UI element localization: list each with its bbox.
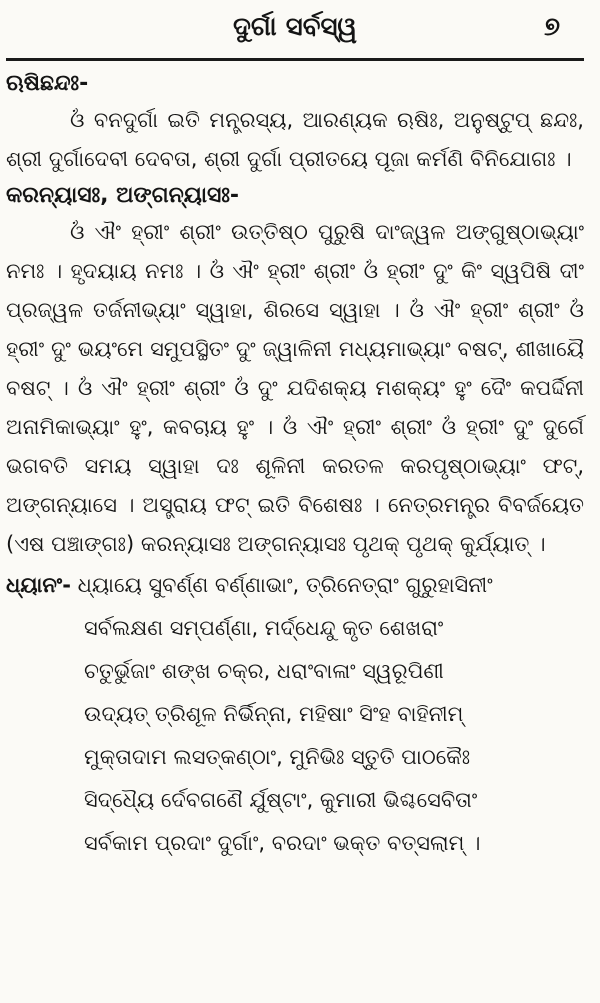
dhyana-line: ଚତୁର୍ଭୁଜାଂ ଶଙ୍ଖ ଚକ୍ର, ଧରାଂବାଳାଂ ସ୍ୱରୂପିଣୀ	[84, 659, 444, 683]
dhyana-verse	[6, 564, 584, 865]
rishi-text: ଓଁ ବନଦୁର୍ଗା ଇତି ମନ୍ତ୍ରସ୍ୟ, ଆରଣ୍ୟକ ଋଷିଃ, ଅନୁଷ୍ଟୁପ୍ ଛନ୍ଦଃ, ଶ୍ରୀ ଦୁର୍ଗାଦେବୀ ଦେବତା, ଶ୍ରୀ ଦୁର୍ଗା ପ୍ରୀତୟେ ପୂଜା କର୍ମଣି ବିନିଯୋଗଃ ।	[6, 108, 584, 171]
dhyana-line: ଉଦ୍ୟତ୍ ତ୍ରିଶୂଳ ନିର୍ଭିନ୍ନା, ମହିଷାଂ ସିଂହ ବାହିନୀମ୍	[84, 702, 464, 726]
dhyana-line-text: ଧ୍ୟାୟେ ସୁବର୍ଣ୍ଣ ବର୍ଣ୍ଣାଭାଂ, ତ୍ରିନେତ୍ରାଂ ଗୁରୁହାସିନୀଂ	[77, 573, 493, 597]
page-header	[6, 0, 584, 61]
rishi-heading: ଋଷିଛନ୍ଦଃ-	[6, 71, 89, 96]
dhyana-line: ମୁକ୍ତାଦାମ ଲସତ୍କଣ୍ଠାଂ, ମୁନିଭିଃ ସ୍ତୁତି ପାଠକୈଃ	[84, 745, 470, 769]
karanyasa-heading: କରନ୍ୟାସଃ, ଅଙ୍ଗନ୍ୟାସଃ-	[6, 183, 240, 208]
karanyasa-text: ଓଁ ଐଂ ହ୍ରୀଂ ଶ୍ରୀଂ ଉତ୍ତିଷ୍ଠ ପୁରୁଷି ଦାଂଜ୍ୱଳ ଅଙ୍ଗୁଷ୍ଠାଭ୍ୟାଂ ନମଃ । ହୃଦୟାୟ ନମଃ । ଓଁ ଐଂ ହ୍ରୀଂ ଶ୍ରୀଂ ଓଁ ହ୍ରୀଂ ଦୁଂ କିଂ ସ୍ୱପିଷି ଦୀଂ ପ୍ରଜ୍ୱଳ ତର୍ଜନୀଭ୍ୟାଂ ସ୍ୱାହା, ଶିରସେ ସ୍ୱାହା । ଓଁ ଐଂ ହ୍ରୀଂ ଶ୍ରୀଂ ଓଁ ହ୍ରୀଂ ଦୁଂ ଭୟଂମେ ସମୁପସ୍ଥିତଂ ଦୁଂ ଜ୍ୱାଳିନୀ ମଧ୍ୟମାଭ୍ୟାଂ ବଷଟ୍, ଶୀଖାୟୈ ବଷଟ୍ । ଓଁ ଐଂ ହ୍ରୀଂ ଶ୍ରୀଂ ଓଁ ଦୁଂ ଯଦିଶକ୍ୟ ମଶକ୍ୟଂ ହୁଂ ଦୈଂ କପର୍ଦ୍ଦିନୀ ଅନାମିକାଭ୍ୟାଂ ହୁଂ, କବଚାୟ ହୁଂ । ଓଁ ଐଂ ହ୍ରୀଂ ଶ୍ରୀଂ ଓଁ ହ୍ରୀଂ ଦୁଂ ଦୁର୍ଗେ ଭଗବତି ସମୟ ସ୍ୱାହା ଦଃ ଶୂଳିନୀ କରତଳ କରପୃଷ୍ଠାଭ୍ୟାଂ ଫଟ୍, ଅଙ୍ଗନ୍ୟାସେ । ଅସ୍ତ୍ରାୟ ଫଟ୍ ଇତି ବିଶେଷଃ । ନେତ୍ରମନ୍ତ୍ର ବିବର୍ଜୟେତ (ଏଷ ପଞ୍ଚାଙ୍ଗଃ) କରନ୍ୟାସଃ ଅଙ୍ଗନ୍ୟାସଃ ପୃଥକ୍ ପୃଥକ୍ କୁର୍ଯ୍ୟାତ୍ ।	[6, 220, 584, 556]
page-number: ୭	[544, 12, 560, 42]
dhyana-line: ସର୍ବକାମ ପ୍ରଦାଂ ଦୁର୍ଗାଂ, ବରଦାଂ ଭକ୍ତ ବତ୍ସଲାମ୍ ।	[84, 831, 481, 855]
dhyana-line	[6, 564, 584, 607]
dhyana-line: ସର୍ବଲକ୍ଷଣ ସମ୍ପର୍ଣ୍ଣା, ମର୍ଦ୍ଧେନ୍ଦୁ କୃତ ଶେଖରାଂ	[84, 616, 444, 640]
dhyana-label: ଧ୍ୟାନଂ-	[6, 573, 71, 597]
running-title: ଦୁର୍ଗା ସର୍ବସ୍ୱ	[232, 12, 358, 42]
dhyana-line: ସିଦ୍ଧ୍ୟୈ ର୍ଦେବଗଣୈ ର୍ଯୁଷ୍ଟାଂ, କୁମାରୀ ଭିଶ୍ଚସେବିତାଂ	[84, 788, 478, 812]
